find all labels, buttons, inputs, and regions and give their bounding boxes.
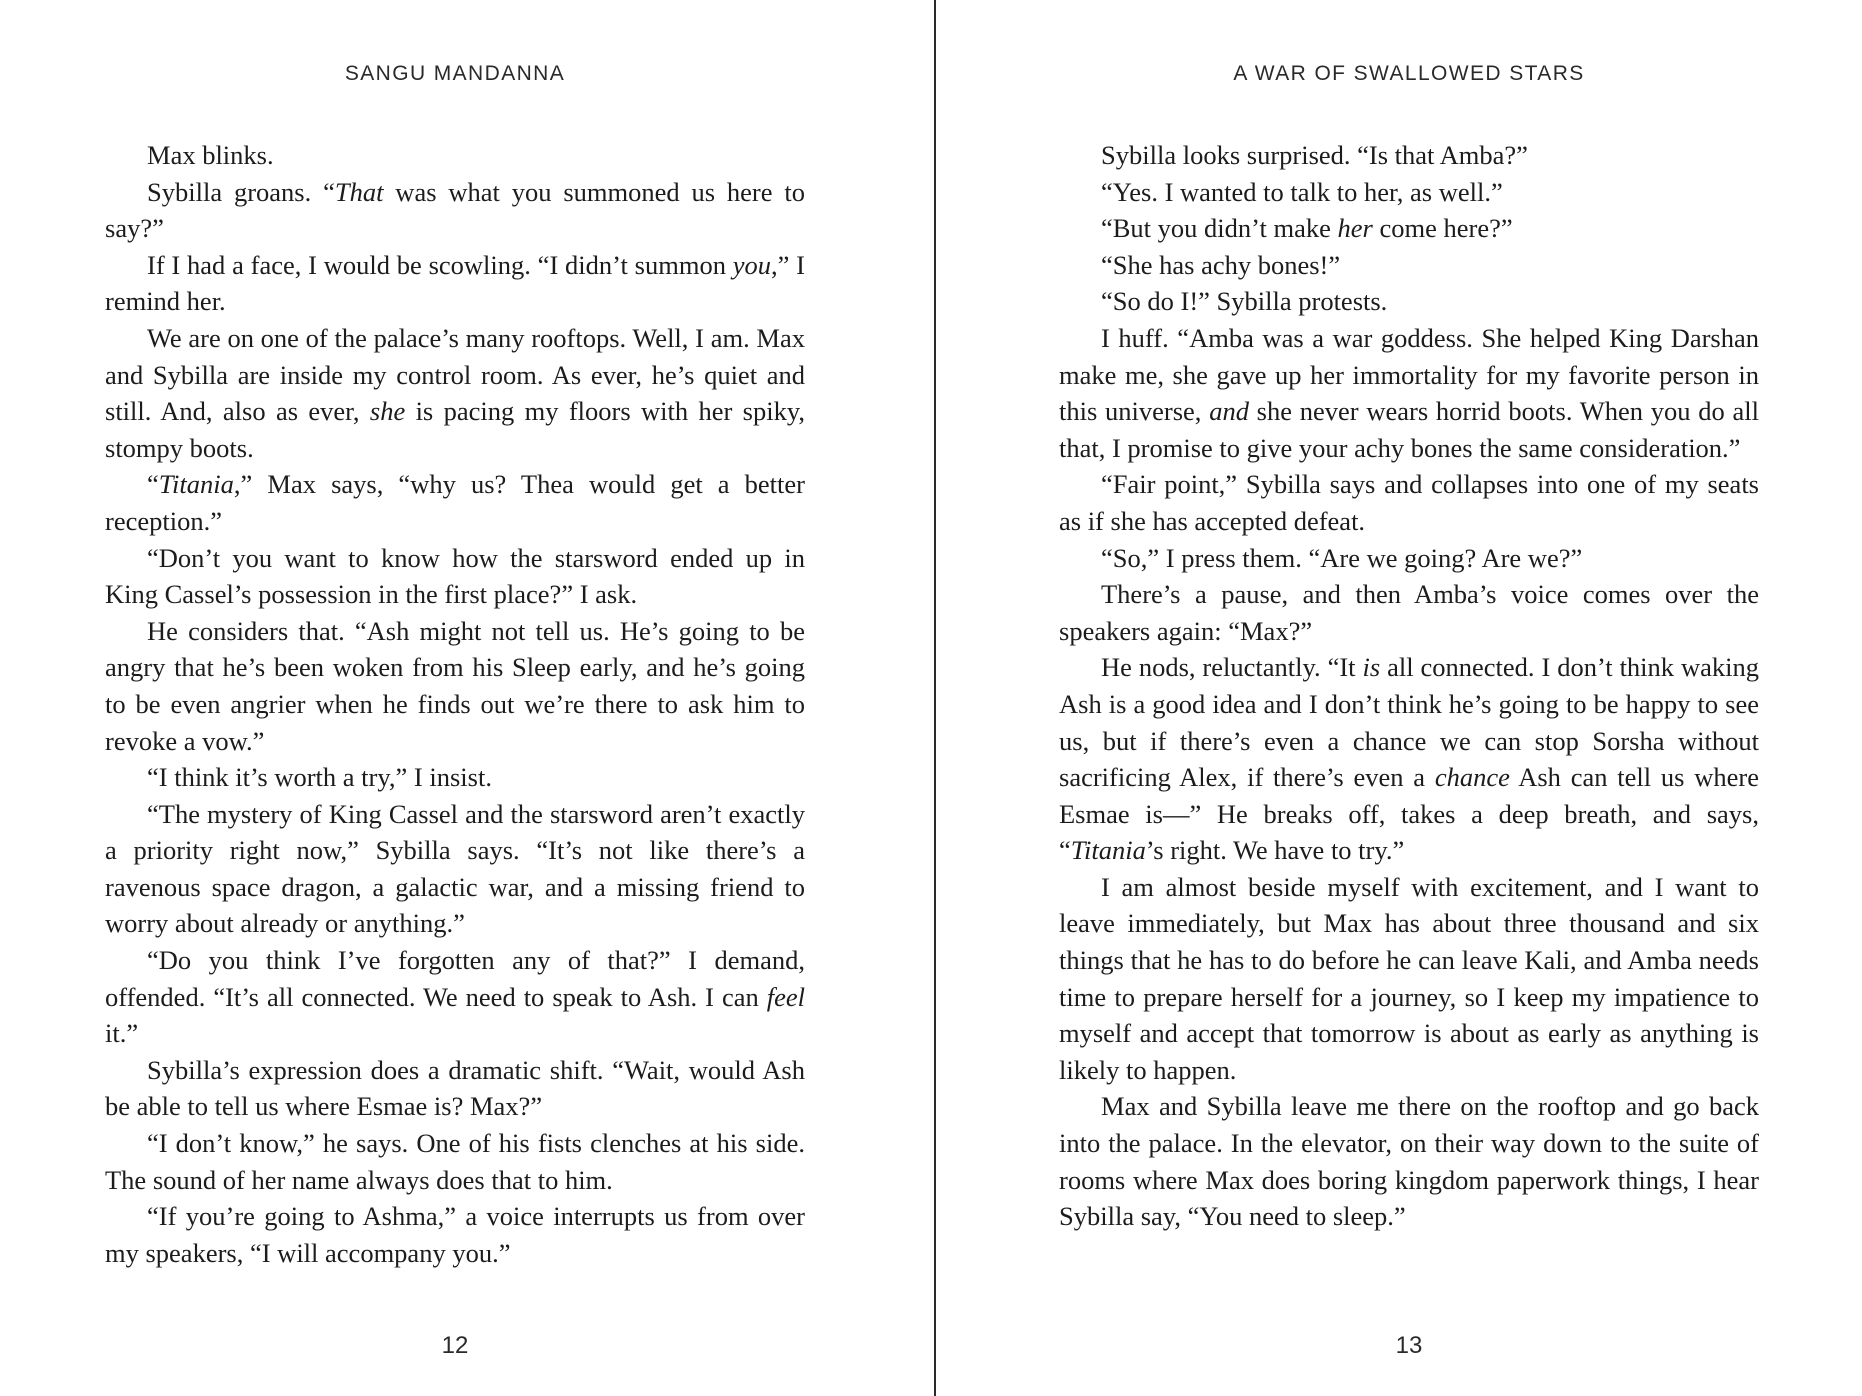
italic-text: is — [1362, 652, 1381, 683]
italic-text: That — [334, 176, 384, 207]
italic-text: chance — [1434, 762, 1510, 793]
paragraph: Sybilla groans. “That was what you summoned us here to say?” — [105, 176, 805, 244]
paragraph: If I had a face, I would be scowling. “I didn’t summon you,” I remind her. — [105, 249, 805, 317]
body-text-left — [105, 137, 805, 1271]
page-number-left: 12 — [441, 1332, 469, 1359]
paragraph: He considers that. “Ash might not tell us. He’s going to be angry that he’s been woken from his Sleep early, and he’s going to be even angrier when he finds out we’re there to ask him to revoke a vow.” — [105, 615, 805, 756]
right-page — [936, 0, 1862, 1396]
paragraph: “Yes. I wanted to talk to her, as well.” — [1101, 176, 1503, 207]
italic-text: and — [1209, 396, 1249, 427]
paragraph: “Don’t you want to know how the starsword ended up in King Cassel’s possession in the first place?” I ask. — [105, 542, 805, 610]
running-head-author: SANGU MANDANNA — [344, 62, 566, 85]
paragraph: Sybilla’s expression does a dramatic shift. “Wait, would Ash be able to tell us where Esmae is? Max?” — [105, 1054, 805, 1122]
paragraph: We are on one of the palace’s many rooftops. Well, I am. Max and Sybilla are inside my control room. As ever, he’s quiet and still. And, also as ever, she is pacing my floors with her spiky, stompy boots. — [105, 322, 805, 463]
running-head-title: A WAR OF SWALLOWED STARS — [1233, 62, 1585, 85]
paragraph: “The mystery of King Cassel and the starsword aren’t exactly a priority right now,” Sybilla says. “It’s not like there’s a ravenous space dragon, a galactic war, and a missing friend to worry about already or anything.” — [105, 798, 805, 939]
italic-text: feel — [766, 981, 805, 1012]
italic-text: her — [1337, 213, 1373, 244]
paragraph: “Do you think I’ve forgotten any of that?” I demand, offended. “It’s all connected. We need to speak to Ash. I can feel it.” — [105, 945, 805, 1049]
italic-text: she — [369, 396, 406, 427]
paragraph: Max blinks. — [147, 140, 274, 170]
paragraph: “I don’t know,” he says. One of his fists clenches at his side. The sound of her name always does that to him. — [105, 1128, 805, 1195]
paragraph: “She has achy bones!” — [1101, 249, 1341, 280]
italic-text: Titania — [1070, 835, 1146, 866]
paragraph: He nods, reluctantly. “It is all connected. I don’t think waking Ash is a good idea and I don’t think he’s going to be happy to see us, but if there’s even a chance we can stop Sorsha without sacrificing Alex, if there’s even a chance Ash can tell us where Esmae is—” He breaks off, takes a deep breath, and says, “Titania’s right. We have to try.” — [1059, 652, 1759, 866]
paragraph: There’s a pause, and then Amba’s voice comes over the speakers again: “Max?” — [1059, 579, 1759, 646]
paragraph: “Titania,” Max says, “why us? Thea would get a better reception.” — [105, 469, 805, 536]
paragraph: Sybilla looks surprised. “Is that Amba?” — [1101, 140, 1528, 170]
paragraph: Max and Sybilla leave me there on the rooftop and go back into the palace. In the elevator, on their way down to the suite of rooms where Max does boring kingdom paperwork things, I hear Sybilla say, “You need to sleep.” — [1059, 1091, 1759, 1232]
paragraph: “So do I!” Sybilla protests. — [1101, 286, 1388, 317]
paragraph: I huff. “Amba was a war goddess. She helped King Darshan make me, she gave up her immortality for my favorite person in this universe, and she never wears horrid boots. When you do all that, I promise to give your achy bones the same consideration.” — [1059, 322, 1759, 463]
italic-text: Titania — [158, 469, 234, 500]
page-number-right: 13 — [1395, 1332, 1423, 1359]
paragraph: “But you didn’t make her come here?” — [1101, 213, 1513, 244]
paragraph: “I think it’s worth a try,” I insist. — [147, 762, 492, 793]
italic-text: you — [732, 249, 771, 280]
paragraph: I am almost beside myself with excitement, and I want to leave immediately, but Max has about three thousand and six things that he has to do before he can leave Kali, and Amba needs time to prepare herself for a journey, so I keep my impatience to myself and accept that tomorrow is about as early as anything is likely to happen. — [1059, 871, 1759, 1085]
paragraph: “If you’re going to Ashma,” a voice interrupts us from over my speakers, “I will accompany you.” — [105, 1201, 805, 1268]
paragraph: “Fair point,” Sybilla says and collapses into one of my seats as if she has accepted defeat. — [1059, 469, 1759, 536]
paragraph: “So,” I press them. “Are we going? Are we?” — [1101, 542, 1583, 573]
body-text-right — [1059, 137, 1759, 1235]
